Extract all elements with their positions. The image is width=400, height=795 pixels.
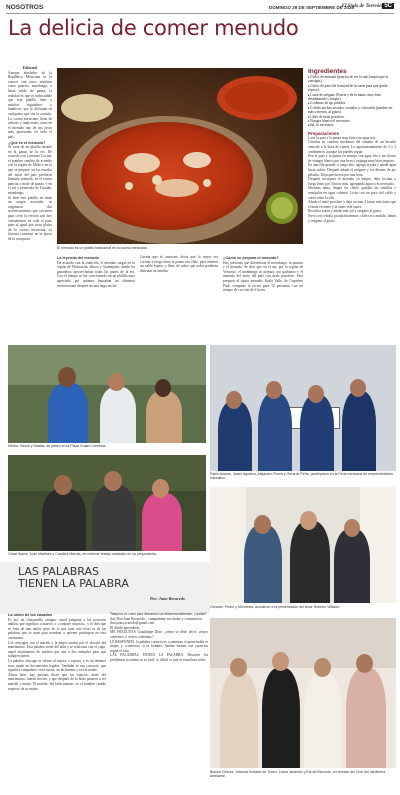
- column-text-right: [110, 612, 208, 792]
- article-subhead: ¿Cómo se prepara el menudo?: [223, 256, 279, 260]
- ingredient-item: ▸ 1 taza de orégano (Fuerte y de la mano, muy bien deshidratado y limpio).: [308, 93, 396, 102]
- article-intro-column: [8, 66, 52, 266]
- page-header: [6, 4, 394, 14]
- ingredient-item: ▸ 5 kilos de menudo (pancita de res lo más limpia que la consigas).: [308, 75, 396, 84]
- column-signoff: El dónde aprenderás: [110, 625, 140, 630]
- column-paragraph: LAS PALABRAS TIENEN LA PALABRA. Resolver los problemas económicos es fácil: lo difícil es que se resuelvan solos.: [110, 653, 208, 662]
- ingredients-title: Ingredientes: [308, 68, 347, 75]
- column-paragraph: Ahora bien, hay quienes dicen que los esposos, antes del matrimonio, fueron novios, y que después de la boda pasaron a ser marido y mujer. El marido, del latín maritus, es el hombre casado respecto de su mujer.: [8, 672, 106, 691]
- main-photo-menudo: [57, 68, 303, 244]
- issue-date: DOMINGO 29 DE SEPTIEMBRE DE 2024: [268, 5, 354, 10]
- prep-step: En una olla grande, a fuego alto, agrega la pata y añade agua hasta cubrir. Después añade el orégano y los dientes de ajo pelados. Deja que hierva por una hora.: [308, 163, 396, 177]
- main-photo-caption: El menudo es un platillo tradicional en la cocina mexicana.: [57, 246, 148, 250]
- article-column-4: [223, 255, 303, 343]
- prep-step: Lava la pata y la panza muy bien con agua fría.: [308, 135, 376, 140]
- column-paragraph: LE RESPONDO: la palabra correcta es «contenta» si quien habla es mujer, y «contento» si es hombre. Ambas formas son correctas según el caso.: [110, 639, 208, 653]
- column-title: LAS PALABRAS TIENEN LA PALABRA: [18, 565, 129, 590]
- social-photo-5: [210, 618, 396, 768]
- ingredients-list: [308, 75, 396, 128]
- column-email: don.juan.recaredo@gmail.com: [110, 621, 155, 626]
- ingredient-item: ▸ Vinagre blanco el necesario.: [308, 119, 396, 123]
- column-byline: Por: Juan Recaredo: [150, 596, 185, 601]
- photo-5-caption: Blanca Chávez, Yolanda Hurtado de Torres, Laura Jaramillo y Ela de Elizondo, en reunión del Club del Jardinería Artesanal.: [210, 770, 386, 779]
- photo-4-caption: Gerardo, Pedro y Mercedes, acudieron a la presentación del tenor Roberto Villazón.: [210, 605, 341, 609]
- photo-1-caption: Héctor, Nicole y Natalia, de paseo en la Plaza Cuatro Caminos.: [8, 444, 107, 448]
- preparation-title: Preparaciones: [308, 130, 340, 136]
- column-paragraph: ME PREGUNTA Guadalupe Díaz: ¿cómo se debe decir: «estoy contento» o «estoy contenta»?: [110, 630, 208, 639]
- article-byline: Editorial: [22, 66, 38, 70]
- article-subhead: La leyenda del menudo: [57, 256, 99, 260]
- article-paragraph: Cuenta que el carnicero decía que lo mejor era cocinar a fuego lento la panza con chile, para obtener un caldo espeso y lleno de sabor que todos pudieran disfrutar en familia.: [140, 255, 218, 273]
- page-title: La delicia de comer menudo: [8, 16, 299, 40]
- menudo-illustration: [57, 68, 303, 244]
- column-paragraph: Tampoco es como para abusarnos tan desmesuradamente, ¿verdad?: [110, 612, 207, 616]
- section-name: NOSOTROS: [6, 4, 44, 11]
- prep-step: Pon la pata y la panza en remojo con agua fría y un chorro de vinagre blanco por una hora y enjuaga muy bien después.: [308, 154, 396, 163]
- column-paragraph: Es así, un chascarrillo antiguo: usted pregunta a las personas adultas qué significa «casarse» o «contraer nupcias», y le dirá que se trata de una unión, pero de lo que trata este texto es de las palabras que se usan para nombrar a quienes participan en esta ceremonia.: [8, 617, 106, 640]
- article-paragraph: Aunque alrededor de la República Mexicana se le conoce con otros nombres como pancita, mondongo, o hasta caldo de panza, la realidad es que es indiscutible que este platillo tiene a muchos seguidores y fanáticos, que lo disfrutan en cualquiera que sea la ocasión. La cocina mexicana, llena de sabores y tradiciones, tiene en el menudo una de sus joyas más apreciadas en todo el país.: [8, 70, 52, 139]
- prep-step: Córtalas en cuadros medianos del tamaño de un bocado cómodo a la hora de comer. Lo aproximadamente de 3 x 3 centímetros, aunque los puedes seguir.: [308, 140, 396, 154]
- newspaper-name: El Siglo de Torreón: [341, 4, 382, 9]
- column-paragraph: Los cónyuges son el marido y la mujer unidos por el vínculo del matrimonio. Esta palabra viene del latín y se relaciona con el yugo, aquel instrumento de madera que une a dos animales para que trabajen juntos.: [8, 640, 106, 659]
- prep-step: Añade el maíz pozolero y deja cocinar 2 horas más hasta que el maíz reviente y la carne esté suave.: [308, 200, 396, 209]
- social-photo-4: [210, 487, 396, 603]
- social-photo-2: [210, 345, 396, 471]
- prep-step: Sirve con cebolla picada finamente, chile seco molido, limón y orégano al gusto.: [308, 213, 396, 223]
- column-subhead: La unión de los casados: [8, 613, 53, 617]
- page-number: 5C: [384, 3, 392, 9]
- photo-2-caption: Pablo Arenas, Javier Aguilera, Alejandro Flores y Gerardo Peña, participaron en la Feria mexicana de emprendimiento educativo.: [210, 472, 394, 481]
- ingredient-item: ▸ 2 kilos de pata (de la mitad de la carne para que quede espeso).: [308, 84, 396, 93]
- recipe-sidebar: [308, 68, 396, 346]
- ingredient-item: ▸ 1 kilo de maíz pozolero.: [308, 115, 396, 119]
- column-paragraph: Soy Don Juan Recaredo... compártame sus dudas y comentarios.: [110, 616, 203, 621]
- prep-step: Después incorpora el menudo ya limpio, deja cocinar a fuego lento por 3 horas más, agregando agua si es necesario.: [308, 177, 396, 186]
- photo-3-caption: César Ibarra, Juan Martínez y Carolina Macías, en reciente festejo realizado en su preparatoria.: [8, 552, 157, 556]
- social-photo-1: [8, 345, 206, 443]
- article-subhead: ¿Qué es el menudo?: [8, 140, 46, 145]
- preparation-steps: [308, 136, 396, 223]
- article-column-2: [57, 255, 135, 343]
- ingredient-item: ▸ Sal, lo necesario.: [308, 123, 396, 127]
- column-text-left: [8, 612, 106, 792]
- article-column-3: [140, 255, 218, 343]
- column-paragraph: La palabra cónyuge se refiere al esposo o esposa, y es un término muy usado en documentos legales. También se usa consorte, que significa compañero en la suerte, en las buenas y en las malas.: [8, 658, 106, 673]
- article-paragraph: Hay personas que diferencian el mondongo, la pancita y el menudo. Se dice que en el sur, por la región de Veracruz, el mondongo se prepara con garbanzo y el menudo del norte del país con maíz pozolero. Para preparar el típico menudo, Karla Valle, de Coqueteo Pink, comparte la receta para 10 personas, con un tiempo de cocción de 6 horas.: [223, 260, 303, 293]
- prep-step: Rectifica sazón y añade más sal y orégano al gusto.: [308, 209, 382, 214]
- social-photo-3: [8, 455, 206, 551]
- prep-step: Mientras tanto, limpia los chiles, quítales las semillas y remójalos en agua caliente. Licúa con un poco del caldo y cuela sobre la olla.: [308, 186, 396, 200]
- ingredient-item: ▸ 5 chiles anchos secados, tostados y colorados (pueden ser más o menos, al gusto).: [308, 106, 396, 115]
- article-paragraph: Si bien este platillo no tiene un origen asociado, se originaron dos acontecimientos que sirvieron para crear la versión que hoy consumimos en todo el país, pues al igual que otros platos de la cocina mexicana, su historia comenzó en la época de la conquista.: [8, 195, 52, 241]
- ingredient-item: ▸ 2 cabezas de ajo pelados.: [308, 101, 396, 105]
- article-paragraph: De acuerdo con la tradición, el menudo surgió en la región de Michoacán, Jalisco y Guanajuato, donde los ganaderos aprovechaban todas las partes de la res. Con el tiempo se fue convirtiendo en un platillo muy apreciado por quienes buscaban un alimento reconfortante después de una larga noche.: [57, 260, 135, 288]
- article-paragraph: Se trata de un platillo basado en la panza de la res. De acuerdo con Larousse Cocina, el nombre cambia de acuerdo con la región de México en la que se prepare: en los estados del norte del país prefieren llamarlo menudo, en el centro pancita o mole de panza, y en el sur y península de Yucatán, mondongo.: [8, 145, 52, 196]
